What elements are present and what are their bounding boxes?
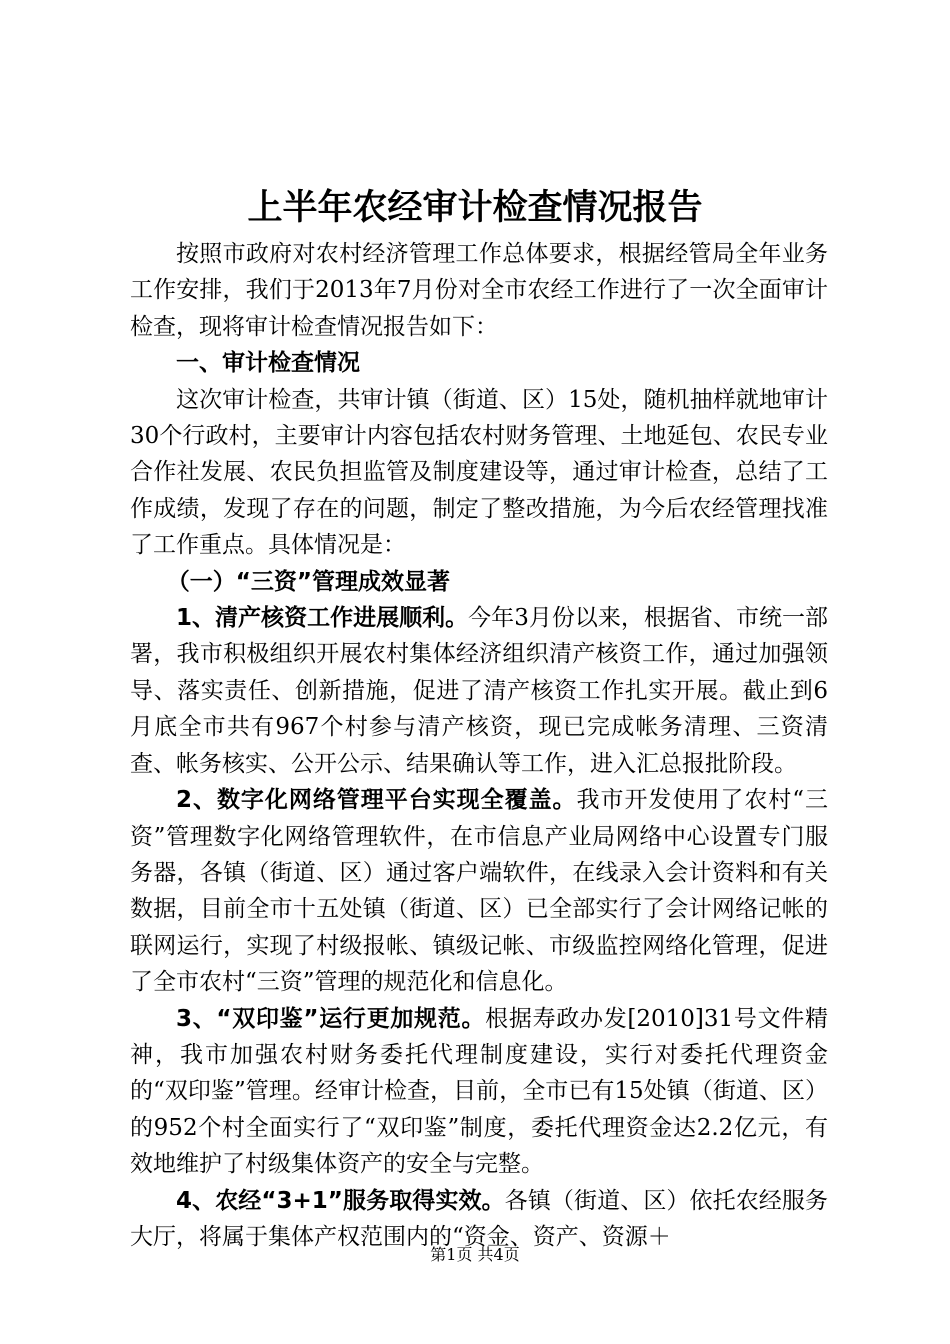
subsection-heading: （一）“三资”管理成效显著 bbox=[166, 568, 451, 595]
list-item bbox=[130, 600, 828, 782]
item-text: 根据寿政办发[2010]31号文件精神，我市加强农村财务委托代理制度建设，实行对委托代理资金的“双印鉴”管理。经审计检查，目前，全市已有15处镇（街道、区）的952个村全面实行了“双印鉴”制度，委托代理资金达2.2亿元，有效地维护了村级集体资产的安全与完整。 bbox=[130, 1005, 828, 1178]
document-body bbox=[130, 236, 828, 1255]
section-heading: 一、审计检查情况 bbox=[176, 350, 360, 377]
document-title: 上半年农经审计检查情况报告 bbox=[247, 188, 703, 228]
section-paragraph: 这次审计检查，共审计镇（街道、区）15处，随机抽样就地审计30个行政村，主要审计内容包括农村财务管理、土地延包、农民专业合作社发展、农民负担监管及制度建设等，通过审计检查，总结了工作成绩，发现了存在的问题，制定了整改措施，为今后农经管理找准了工作重点。具体情况是： bbox=[130, 386, 828, 559]
intro-paragraph: 按照市政府对农村经济管理工作总体要求，根据经管局全年业务工作安排，我们于2013年7月份对全市农经工作进行了一次全面审计检查，现将审计检查情况报告如下： bbox=[130, 241, 828, 340]
item-text: 我市开发使用了农村“三资”管理数字化网络管理软件，在市信息产业局网络中心设置专门服务器，各镇（街道、区）通过客户端软件，在线录入会计资料和有关数据，目前全市十五处镇（街道、区）已全部实行了会计网络记帐的联网运行，实现了村级报帐、镇级记帐、市级监控网络化管理，促进了全市农村“三资”管理的规范化和信息化。 bbox=[130, 787, 828, 996]
item-text: 今年3月份以来，根据省、市统一部署，我市积极组织开展农村集体经济组织清产核资工作，通过加强领导、落实责任、创新措施，促进了清产核资工作扎实开展。截止到6月底全市共有967个村参与清产核资，现已完成帐务清理、三资清查、帐务核实、公开公示、结果确认等工作，进入汇总报批阶段。 bbox=[130, 605, 828, 777]
item-lead: 4、农经“3+1”服务取得实效。 bbox=[176, 1187, 505, 1214]
item-text: 各镇（街道、区）依托农经服务大厅，将属于集体产权范围内的“资金、资产、资源＋ bbox=[130, 1187, 829, 1250]
list-item bbox=[130, 1001, 828, 1183]
list-item bbox=[130, 782, 828, 1000]
page-footer: 第1页 共4页 bbox=[430, 1245, 520, 1264]
item-lead: 2、数字化网络管理平台实现全覆盖。 bbox=[176, 787, 577, 814]
item-lead: 3、“双印鉴”运行更加规范。 bbox=[176, 1005, 486, 1032]
item-lead: 1、清产核资工作进展顺利。 bbox=[176, 605, 469, 632]
